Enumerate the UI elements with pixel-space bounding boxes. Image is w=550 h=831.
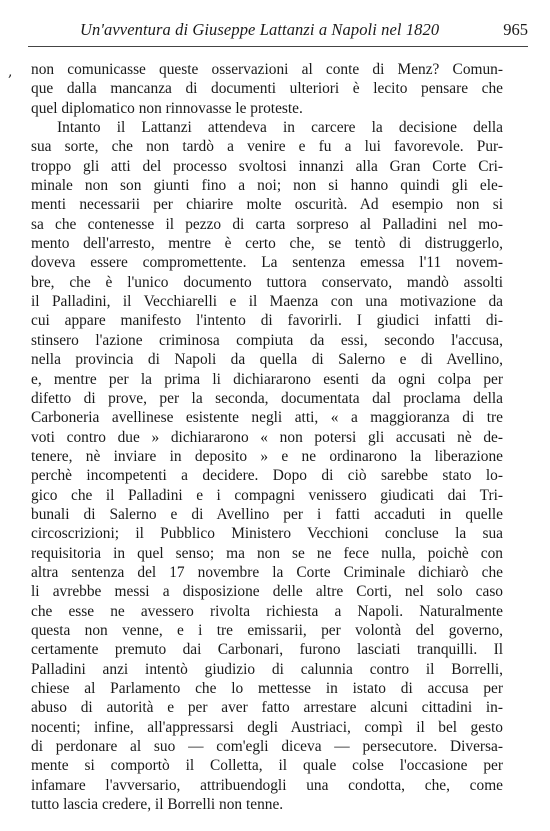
text-line: quel diplomatico non rinnovasse le proteste. xyxy=(31,99,303,117)
text-line: voti contro due » dichiararono « non potersi gli accusati nè de- xyxy=(31,428,503,446)
text-line: sua sorte, che non tardò a venire e fu a lui favorevole. Pur- xyxy=(31,138,503,156)
text-line: sa che contenesse il pezzo di carta sorpreso al Palladini nel mo- xyxy=(31,215,503,233)
text-line: minale non son giunti fino a noi; non si hanno quindi gli ele- xyxy=(31,177,503,195)
text-line: difetto di prove, per la seconda, documentata dal proclama della xyxy=(31,389,503,407)
page-number: 965 xyxy=(503,20,528,39)
text-line: chiese al Parlamento che lo mettesse in istato di accusa per xyxy=(31,680,503,697)
running-title: Un'avventura di Giuseppe Lattanzi a Napoli nel 1820 xyxy=(80,20,440,39)
text-line: Palladini anzi intentò giudizio di calunnia contro il Borrelli, xyxy=(31,660,503,678)
text-line: bunali di Salerno e di Avellino per i fatti accaduti in quelle xyxy=(31,505,503,523)
text-line: tenere, nè inviare in deposito » e ne ordinarono la liberazione xyxy=(31,447,503,465)
text-line: bre, che è l'unico documento tuttora conservato, mandò assolti xyxy=(31,273,503,291)
text-line: Carboneria avellinese esistente negli atti, « a maggioranza di tre xyxy=(31,409,503,427)
header-rule xyxy=(28,46,528,47)
text-line: mente si comportò il Colletta, il quale colse l'occasione per xyxy=(31,757,503,775)
text-line: il Palladini, il Vecchiarelli e il Maenza con una motivazione da xyxy=(31,293,503,311)
text-line: Intanto il Lattanzi attendeva in carcere la decisione della xyxy=(57,119,503,137)
text-line: circoscrizioni; il Pubblico Ministero Vecchioni concluse la sua xyxy=(31,525,503,543)
text-line: altra sentenza del 17 novembre la Corte Criminale dichiarò che xyxy=(31,563,503,581)
text-line: mento dell'arresto, mentre è certo che, se tentò di distruggerlo, xyxy=(31,235,503,253)
body-text xyxy=(31,60,503,814)
text-line: nella provincia di Napoli da quella di Salerno e di Avellino, xyxy=(31,351,503,369)
text-line: li avrebbe messi a disposizione delle altre Corti, nel solo caso xyxy=(31,583,503,601)
text-line: doveva essere compromettente. La sentenza emessa l'11 novem- xyxy=(31,254,503,272)
margin-mark: , xyxy=(8,64,13,80)
text-line: cui appare manifesto l'intento di favorirli. I giudici infatti di- xyxy=(31,312,503,330)
running-head xyxy=(28,20,528,42)
text-line: perchè incompetenti a decidere. Dopo di ciò sarebbe stato lo- xyxy=(31,467,503,485)
text-line: tutto lascia credere, il Borrelli non tenne. xyxy=(31,796,284,814)
text-line: e, mentre per la prima li dichiararono esenti da ogni colpa per xyxy=(31,370,503,388)
text-line: requisitoria in quel senso; ma non se ne fece nulla, poichè con xyxy=(31,544,503,562)
text-line: stinsero l'azione criminosa compiuta da essi, secondo l'accusa, xyxy=(31,331,503,349)
text-line: che esse ne avessero rivolta richiesta a Napoli. Naturalmente xyxy=(31,602,503,620)
text-line: di perdonare al suo — com'egli diceva — persecutore. Diversa- xyxy=(31,738,503,756)
text-line: troppo gli atti del processo svoltosi innanzi alla Gran Corte Cri- xyxy=(31,157,503,175)
text-line: nocenti; infine, all'appressarsi degli Austriaci, compì il bel gesto xyxy=(31,718,503,736)
text-line: que dalla mancanza di documenti ulteriori è lecito pensare che xyxy=(31,80,503,98)
text-line: certamente premuto dai Carbonari, furono lasciati tranquilli. Il xyxy=(31,641,503,659)
text-line: non comunicasse queste osservazioni al conte di Menz? Comun- xyxy=(31,61,503,78)
text-line: questa non venne, e i tre emissarii, per volontà del governo, xyxy=(31,621,503,639)
text-line: abuso di autorità e per aver fatto arrestare alcuni cittadini in- xyxy=(31,699,503,717)
text-line: infamare l'avversario, attribuendogli una condotta, che, come xyxy=(31,776,503,794)
text-line: menti necessarii per chiarire molte oscurità. Ad esempio non si xyxy=(31,196,503,214)
text-line: gico che il Palladini e i compagni venissero giudicati dai Tri- xyxy=(31,486,503,504)
